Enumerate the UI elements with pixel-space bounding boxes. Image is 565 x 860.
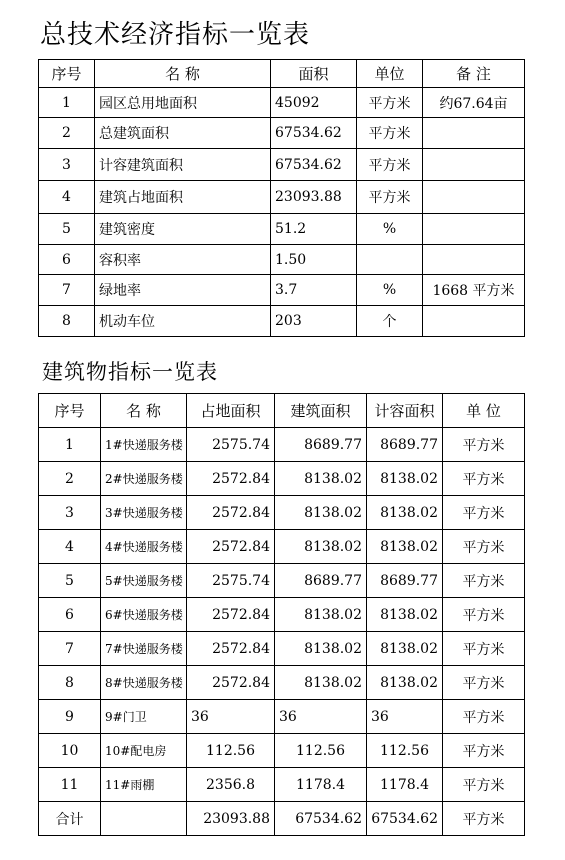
cell-unit: 平方米 [443,462,525,496]
header-note: 备 注 [423,60,525,88]
cell-footprint: 2572.84 [187,530,275,564]
cell-unit: 平方米 [357,118,423,149]
cell-unit: 平方米 [357,149,423,181]
cell-name: 2#快递服务楼 [101,462,187,496]
table-header-row [39,60,525,88]
cell-name: 总建筑面积 [95,118,271,149]
table-row [39,700,525,734]
table-row [39,530,525,564]
cell-note: 约67.64亩 [423,88,525,118]
header-floor-area: 建筑面积 [275,394,367,428]
cell-floor-area: 8138.02 [275,462,367,496]
cell-area: 23093.88 [271,181,357,214]
header-footprint: 占地面积 [187,394,275,428]
cell-footprint: 2572.84 [187,666,275,700]
cell-unit: 平方米 [443,428,525,462]
total-name [101,802,187,836]
cell-unit: % [357,275,423,306]
cell-note: 1668 平方米 [423,275,525,306]
cell-name: 6#快递服务楼 [101,598,187,632]
cell-footprint: 2575.74 [187,564,275,598]
cell-name: 3#快递服务楼 [101,496,187,530]
table-row [39,632,525,666]
cell-seq: 5 [39,564,101,598]
table-row [39,275,525,306]
table-row [39,118,525,149]
cell-plot-ratio-area: 8689.77 [367,428,443,462]
cell-seq: 5 [39,214,95,245]
cell-seq: 8 [39,306,95,337]
cell-plot-ratio-area: 8138.02 [367,496,443,530]
cell-name: 绿地率 [95,275,271,306]
cell-name: 8#快递服务楼 [101,666,187,700]
cell-area: 67534.62 [271,118,357,149]
table-row [39,462,525,496]
cell-area: 3.7 [271,275,357,306]
cell-footprint: 2572.84 [187,496,275,530]
cell-seq: 1 [39,428,101,462]
cell-footprint: 36 [187,700,275,734]
cell-plot-ratio-area: 1178.4 [367,768,443,802]
cell-seq: 1 [39,88,95,118]
cell-name: 建筑占地面积 [95,181,271,214]
cell-name: 园区总用地面积 [95,88,271,118]
cell-floor-area: 8689.77 [275,564,367,598]
cell-unit: 平方米 [443,700,525,734]
cell-plot-ratio-area: 8138.02 [367,598,443,632]
cell-floor-area: 36 [275,700,367,734]
header-seq: 序号 [39,394,101,428]
cell-name: 7#快递服务楼 [101,632,187,666]
cell-unit: 个 [357,306,423,337]
cell-unit: 平方米 [443,496,525,530]
cell-name: 11#雨棚 [101,768,187,802]
table-row [39,149,525,181]
cell-footprint: 2572.84 [187,598,275,632]
cell-seq: 7 [39,632,101,666]
cell-name: 计容建筑面积 [95,149,271,181]
table-row [39,768,525,802]
table-row [39,181,525,214]
cell-unit: 平方米 [443,768,525,802]
table-row [39,564,525,598]
cell-plot-ratio-area: 112.56 [367,734,443,768]
cell-area: 1.50 [271,245,357,275]
cell-plot-ratio-area: 8138.02 [367,666,443,700]
total-floor-area: 67534.62 [275,802,367,836]
header-name: 名 称 [95,60,271,88]
cell-name: 1#快递服务楼 [101,428,187,462]
cell-note [423,181,525,214]
cell-seq: 7 [39,275,95,306]
cell-plot-ratio-area: 36 [367,700,443,734]
total-plot-ratio-area: 67534.62 [367,802,443,836]
table-row [39,428,525,462]
cell-area: 51.2 [271,214,357,245]
cell-seq: 2 [39,462,101,496]
cell-seq: 4 [39,181,95,214]
cell-seq: 9 [39,700,101,734]
cell-name: 机动车位 [95,306,271,337]
cell-floor-area: 8138.02 [275,666,367,700]
cell-name: 5#快递服务楼 [101,564,187,598]
cell-plot-ratio-area: 8138.02 [367,530,443,564]
cell-seq: 10 [39,734,101,768]
cell-seq: 8 [39,666,101,700]
cell-unit: % [357,214,423,245]
header-area: 面积 [271,60,357,88]
cell-area: 203 [271,306,357,337]
total-footprint: 23093.88 [187,802,275,836]
cell-unit: 平方米 [443,564,525,598]
cell-name: 10#配电房 [101,734,187,768]
header-seq: 序号 [39,60,95,88]
building-indicators-table [38,393,525,836]
section-title: 建筑物指标一览表 [42,360,218,384]
cell-name: 建筑密度 [95,214,271,245]
cell-floor-area: 8138.02 [275,496,367,530]
cell-note [423,214,525,245]
cell-floor-area: 8138.02 [275,530,367,564]
cell-seq: 4 [39,530,101,564]
table-row [39,496,525,530]
cell-area: 67534.62 [271,149,357,181]
cell-floor-area: 8138.02 [275,632,367,666]
cell-unit: 平方米 [443,598,525,632]
table-row [39,306,525,337]
cell-name: 4#快递服务楼 [101,530,187,564]
cell-floor-area: 8689.77 [275,428,367,462]
cell-seq: 6 [39,598,101,632]
cell-seq: 3 [39,496,101,530]
cell-unit: 平方米 [443,530,525,564]
cell-note [423,245,525,275]
table-total-row [39,802,525,836]
header-unit: 单 位 [443,394,525,428]
table-header-row [39,394,525,428]
cell-seq: 11 [39,768,101,802]
cell-plot-ratio-area: 8689.77 [367,564,443,598]
cell-footprint: 112.56 [187,734,275,768]
cell-unit: 平方米 [443,632,525,666]
page-title: 总技术经济指标一览表 [40,20,311,50]
table-row [39,214,525,245]
cell-footprint: 2575.74 [187,428,275,462]
cell-plot-ratio-area: 8138.02 [367,462,443,496]
cell-seq: 6 [39,245,95,275]
cell-floor-area: 1178.4 [275,768,367,802]
total-unit: 平方米 [443,802,525,836]
cell-floor-area: 8138.02 [275,598,367,632]
cell-name: 容积率 [95,245,271,275]
cell-note [423,118,525,149]
cell-unit: 平方米 [357,181,423,214]
table-row [39,666,525,700]
header-name: 名 称 [101,394,187,428]
cell-seq: 3 [39,149,95,181]
cell-unit: 平方米 [443,666,525,700]
technical-indicators-table [38,59,525,337]
cell-floor-area: 112.56 [275,734,367,768]
cell-seq: 2 [39,118,95,149]
total-seq: 合计 [39,802,101,836]
header-plot-ratio-area: 计容面积 [367,394,443,428]
table-row [39,598,525,632]
cell-name: 9#门卫 [101,700,187,734]
cell-footprint: 2356.8 [187,768,275,802]
cell-unit: 平方米 [357,88,423,118]
header-unit: 单位 [357,60,423,88]
table-row [39,88,525,118]
table-row [39,734,525,768]
cell-area: 45092 [271,88,357,118]
cell-unit [357,245,423,275]
cell-footprint: 2572.84 [187,632,275,666]
cell-footprint: 2572.84 [187,462,275,496]
cell-unit: 平方米 [443,734,525,768]
cell-note [423,149,525,181]
cell-plot-ratio-area: 8138.02 [367,632,443,666]
cell-note [423,306,525,337]
table-row [39,245,525,275]
